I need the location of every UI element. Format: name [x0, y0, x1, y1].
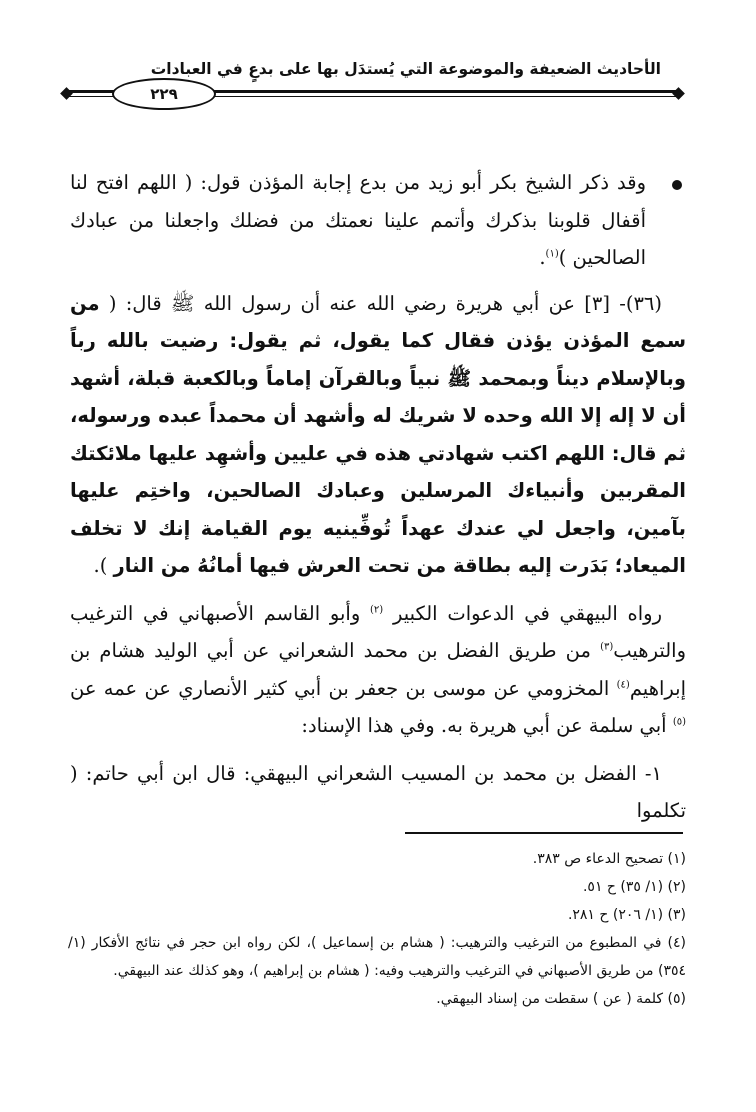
- page-number: ٢٢٩: [112, 78, 216, 110]
- paragraph-narrator-1: [70, 755, 686, 830]
- footnote-ref-4: (٤): [616, 679, 630, 690]
- footnote-ref-3: (٣): [600, 641, 614, 653]
- footnote-5: (٥) كلمة ( عن ) سقطت من إسناد البيهقي.: [436, 991, 686, 1007]
- hadith-end: ).: [93, 554, 114, 577]
- footnote-4: (٤) في المطبوع من الترغيب والترهيب: ( هشام بن إسماعيل )، لكن رواه ابن حجر في نتائج الأفكار (١/ ٣٥٤) من طريق الأصبهاني في الترغيب والترهيب وفيه: ( هشام بن إبراهيم )، وهو كذلك عند البيهقي.: [68, 935, 686, 979]
- footnote-separator: [405, 832, 683, 834]
- hadith-intro: (٣٦)- [٣] عن أبي هريرة رضي الله عنه أن رسول الله ﷺ قال: (: [99, 291, 662, 315]
- takhrij-e: أبي سلمة عن أبي هريرة به. وفي هذا الإسناد:: [301, 714, 673, 737]
- takhrij-c: من طريق الفضل بن محمد الشعراني عن أبي الوليد هشام بن إبراهيم: [70, 639, 686, 700]
- footnote-ref-2: (٢): [370, 604, 384, 615]
- hadith-matn: من سمع المؤذن يؤذن فقال كما يقول، ثم يقول: رضيت بالله رباً وبالإسلام ديناً وبمحمد ﷺ نبياً وبالقرآن إماماً وبالكعبة قبلة، أشهد أن لا إله إلا الله وحده لا شريك له وأشهد أن محمداً عبده ورسوله، ثم قال: اللهم اكتب شهادتي هذه في عليين وأشهِد عليها ملائكتك المقربين وأنبياءك المرسلين وعبادك الصالحين، واختِم عليها بآمين، واجعل لي عندك عهداً تُوفِّينيه يوم القيامة إنك لا تخلف الميعاد؛ بَدَرت إليه بطاقة من تحت العرش فيها أمانُهُ من النار: [70, 291, 686, 577]
- paragraph-hadith: [70, 285, 686, 585]
- narrator-text: ١- الفضل بن محمد بن المسيب الشعراني البيهقي: قال ابن أبي حاتم: ( تكلموا: [70, 761, 686, 822]
- footnote-ref-1: (١): [545, 248, 559, 260]
- paragraph-text: وقد ذكر الشيخ بكر أبو زيد من بدع إجابة المؤذن قول: ( اللهم افتح لنا أقفال قلوبنا بذكرك وأتمم علينا نعمتك من فضلك واجعلنا من عبادك الصالحين ): [70, 171, 646, 269]
- bullet-icon: [672, 180, 682, 190]
- takhrij-a: رواه البيهقي في الدعوات الكبير: [383, 601, 662, 625]
- paragraph-end: .: [539, 246, 546, 269]
- paragraph-bullet-note: [70, 164, 686, 277]
- paragraph-takhrij: [70, 595, 686, 745]
- takhrij-b: وأبو القاسم الأصبهاني في الترغيب والترهيب: [70, 601, 686, 662]
- footnote-1: (١) تصحيح الدعاء ص ٣٨٣.: [532, 851, 686, 867]
- footnote-3: (٣) (١/ ٢٠٦) ح ٢٨١.: [567, 907, 686, 923]
- main-text: [70, 164, 686, 830]
- footnotes: [68, 845, 686, 1013]
- footnote-ref-5: (٥): [672, 716, 686, 728]
- running-header-title: الأحاديث الضعيفة والموضوعة التي يُستدَل بها على بدعٍ في العبادات: [150, 60, 661, 78]
- footnote-2: (٢) (١/ ٣٥) ح ٥١.: [582, 879, 686, 895]
- takhrij-d: المخزومي عن موسى بن جعفر بن أبي كثير الأنصاري عن عمه عن: [70, 676, 617, 700]
